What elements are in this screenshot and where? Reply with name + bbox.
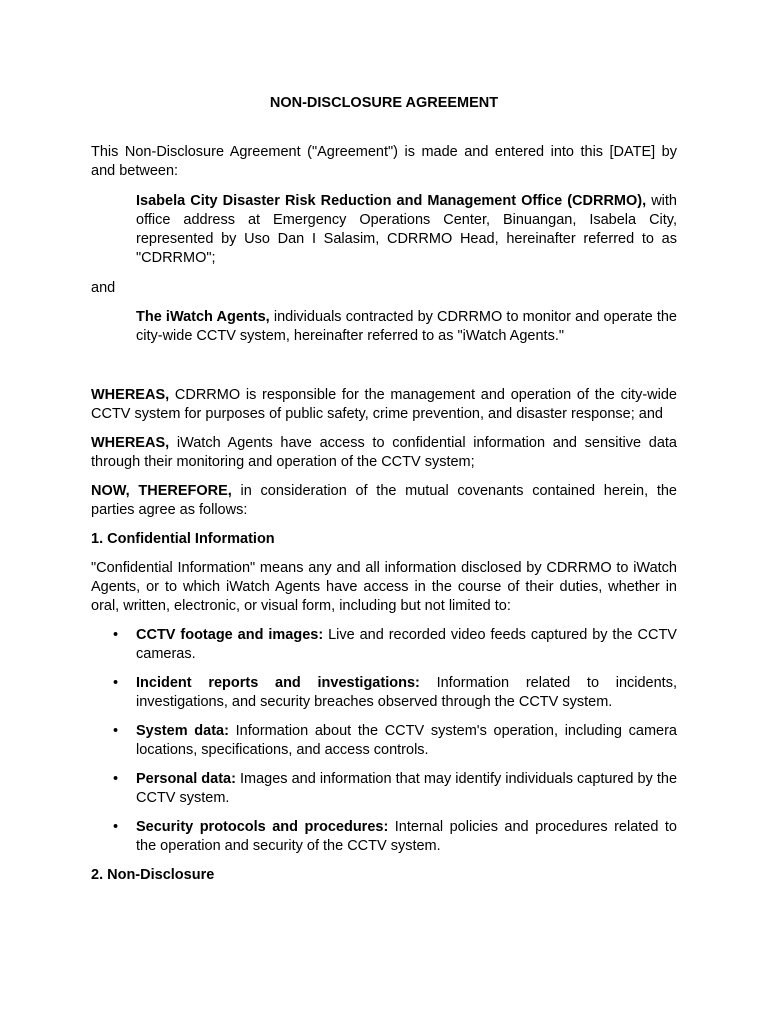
section-2-heading: 2. Non-Disclosure [91,867,215,883]
list-item [91,818,677,856]
whereas-clause-1 [91,386,677,424]
list-item-term: Security protocols and procedures: [136,819,389,835]
party-iwatch-text: individuals contracted by CDRRMO to monitor and operate the city-wide CCTV system, hereinafter referred to as "iWatch Agents." [136,309,677,344]
therefore-clause [91,482,677,520]
list-item [91,626,677,664]
document-page [91,94,677,895]
bullet-icon: • [113,675,119,691]
bullet-icon: • [113,627,119,643]
party-cdrrmo-name: Isabela City Disaster Risk Reduction and Management Office (CDRRMO), [136,193,647,209]
therefore-text: in consideration of the mutual covenants contained herein, the parties agree as follows: [91,483,677,518]
list-item-term: System data: [136,723,229,739]
list-item-term: CCTV footage and images: [136,627,324,643]
therefore-lead: NOW, THEREFORE, [91,483,232,499]
party-cdrrmo-text: with office address at Emergency Operations Center, Binuangan, Isabela City, represented by Uso Dan I Salasim, CDRRMO Head, hereinafter referred to as "CDRRMO"; [136,193,677,266]
section-1-body: "Confidential Information" means any and all information disclosed by CDRRMO to iWatch Agents, or to which iWatch Agents have access in the course of their duties, whether in oral, written, electronic, or visual form, including but not limited to: [91,560,677,614]
list-item-term: Personal data: [136,771,236,787]
list-item-text: Images and information that may identify individuals captured by the CCTV system. [136,771,678,806]
list-item [91,722,677,760]
intro-paragraph: This Non-Disclosure Agreement ("Agreement") is made and entered into this [DATE] by and between: [91,144,677,179]
bullet-icon: • [113,819,119,835]
party-iwatch [136,308,677,346]
list-item-text: Internal policies and procedures related to the operation and security of the CCTV system. [136,819,677,854]
party-cdrrmo [136,192,677,268]
document-title: NON-DISCLOSURE AGREEMENT [269,95,499,111]
bullet-icon: • [113,723,119,739]
confidential-info-list [91,626,677,856]
list-item-text: Information related to incidents, investigations, and security breaches observed through the CCTV system. [136,675,677,710]
whereas-clause-2 [91,434,677,472]
party-iwatch-name: The iWatch Agents, [136,309,270,325]
section-1-heading: 1. Confidential Information [91,531,275,547]
whereas-1-lead: WHEREAS, [91,387,170,403]
bullet-icon: • [113,771,119,787]
list-item-text: Information about the CCTV system's operation, including camera locations, specifications, and access controls. [136,723,677,758]
and-separator: and [91,280,116,296]
list-item [91,770,677,808]
whereas-2-lead: WHEREAS, [91,435,170,451]
whereas-2-text: iWatch Agents have access to confidential information and sensitive data through their monitoring and operation of the CCTV system; [91,435,677,470]
list-item-text: Live and recorded video feeds captured by the CCTV cameras. [136,627,677,662]
whereas-1-text: CDRRMO is responsible for the management and operation of the city-wide CCTV system for purposes of public safety, crime prevention, and disaster response; and [91,387,677,422]
list-item [91,674,677,712]
list-item-term: Incident reports and investigations: [136,675,420,691]
